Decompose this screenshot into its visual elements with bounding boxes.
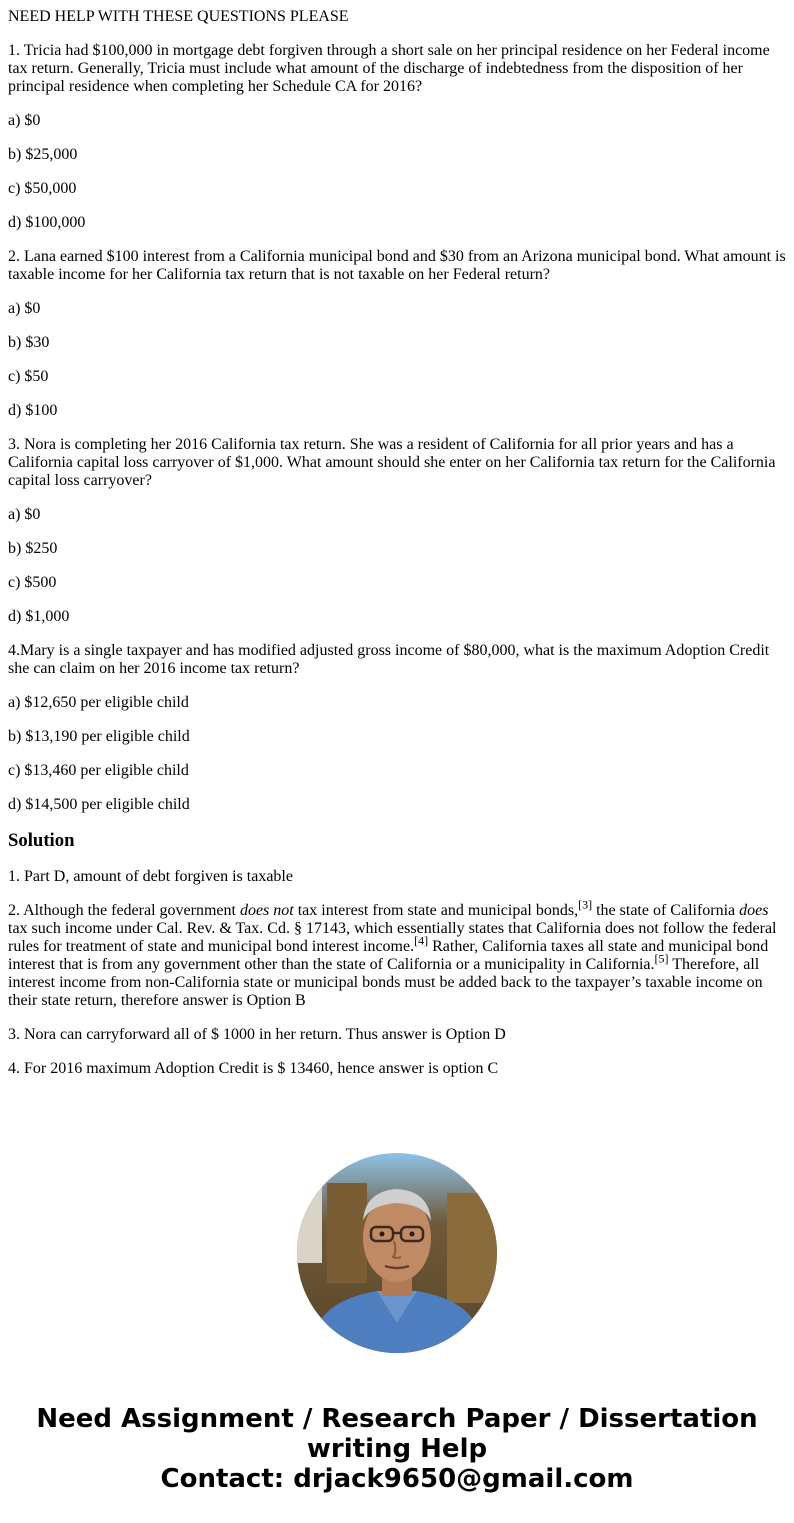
intro-text: NEED HELP WITH THESE QUESTIONS PLEASE xyxy=(8,8,349,25)
banner-contact: Contact: drjack9650@gmail.com xyxy=(160,1464,634,1494)
portrait-photo xyxy=(297,1153,497,1353)
question-3 xyxy=(8,436,786,626)
option-b: b) $30 xyxy=(8,334,50,351)
option-c: c) $13,460 per eligible child xyxy=(8,762,189,779)
option-a: a) $0 xyxy=(8,300,41,317)
question-1 xyxy=(8,42,786,232)
answer-2-emphasis: does not xyxy=(239,902,294,919)
footnote-ref: [5] xyxy=(654,951,669,966)
question-text: 3. Nora is completing her 2016 California tax return. She was a resident of California for all prior years and has a California capital loss carryover of $1,000. What amount should she enter on her California tax return for the California capital loss carryover? xyxy=(8,436,776,489)
option-c: c) $500 xyxy=(8,574,57,591)
option-a: a) $0 xyxy=(8,506,41,523)
question-4 xyxy=(8,642,786,814)
option-d: d) $1,000 xyxy=(8,608,70,625)
contact-banner xyxy=(0,1404,794,1494)
option-d: d) $100,000 xyxy=(8,214,86,231)
answer-3: 3. Nora can carryforward all of $ 1000 in her return. Thus answer is Option D xyxy=(8,1026,506,1043)
solution-heading: Solution xyxy=(8,830,75,851)
option-d: d) $100 xyxy=(8,402,58,419)
option-c: c) $50,000 xyxy=(8,180,77,197)
footnote-ref: [4] xyxy=(414,933,429,948)
option-a: a) $12,650 per eligible child xyxy=(8,694,189,711)
answer-2-text: tax such income under Cal. Rev. & Tax. Cd. § 17143, which essentially states that California does not follow the federal rules for treatment of state and municipal bond interest income. xyxy=(8,920,777,955)
answer-2-text: Rather, California taxes all state and municipal bond interest that is from any government other than the state of California or a municipality in California. xyxy=(8,938,769,973)
answer-1: 1. Part D, amount of debt forgiven is taxable xyxy=(8,868,293,885)
option-a: a) $0 xyxy=(8,112,41,129)
answer-2-text: tax interest from state and municipal bonds, xyxy=(293,902,579,919)
answer-2-text: 2. Although the federal government xyxy=(8,902,240,919)
option-b: b) $25,000 xyxy=(8,146,78,163)
answer-2 xyxy=(8,897,786,1010)
answer-2-emphasis: does xyxy=(739,902,769,919)
question-text: 4.Mary is a single taxpayer and has modified adjusted gross income of $80,000, what is the maximum Adoption Credit she can claim on her 2016 income tax return? xyxy=(8,642,770,677)
footnote-ref: [3] xyxy=(578,897,593,912)
option-b: b) $13,190 per eligible child xyxy=(8,728,190,745)
option-d: d) $14,500 per eligible child xyxy=(8,796,190,813)
answer-2-text: Therefore, all interest income from non-California state or municipal bonds must be added back to the taxpayer’s taxable income on their state return, therefore answer is Option B xyxy=(8,956,763,1009)
option-c: c) $50 xyxy=(8,368,49,385)
question-text: 1. Tricia had $100,000 in mortgage debt forgiven through a short sale on her principal residence on her Federal income tax return. Generally, Tricia must include what amount of the discharge of indebtedness from the disposition of her principal residence when completing her Schedule CA for 2016? xyxy=(8,42,770,95)
answer-4: 4. For 2016 maximum Adoption Credit is $ 13460, hence answer is option C xyxy=(8,1060,499,1077)
question-text: 2. Lana earned $100 interest from a California municipal bond and $30 from an Arizona municipal bond. What amount is taxable income for her California tax return that is not taxable on her Federal return? xyxy=(8,248,786,283)
option-b: b) $250 xyxy=(8,540,58,557)
banner-line-1: Need Assignment / Research Paper / Dissertation xyxy=(36,1404,758,1434)
answer-2-text: the state of California xyxy=(592,902,740,919)
document xyxy=(8,8,786,1094)
banner-line-2: writing Help xyxy=(306,1434,488,1464)
question-2 xyxy=(8,248,786,420)
avatar xyxy=(297,1153,497,1353)
